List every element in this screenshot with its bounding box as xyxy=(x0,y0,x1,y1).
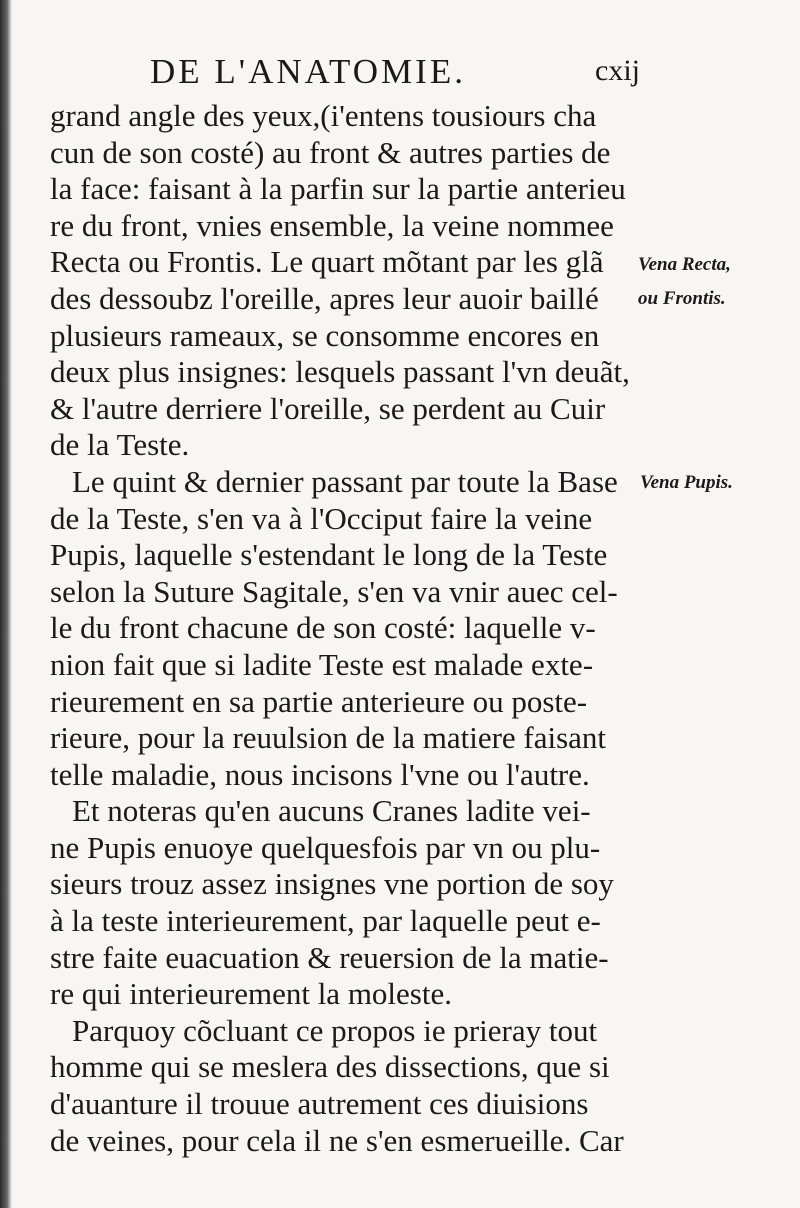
text-line: Pupis, laquelle s'estendant le long de la Teste xyxy=(50,537,608,573)
text-line: la face: faisant à la parfin sur la partie anterieu xyxy=(50,171,626,207)
text-line: selon la Suture Sagitale, s'en va vnir auec cel- xyxy=(50,573,618,609)
paragraph-start-line: Parquoy cõcluant ce propos ie prieray tout xyxy=(72,1012,598,1048)
body-text xyxy=(50,98,640,1159)
running-head xyxy=(150,52,640,92)
text-line: nion fait que si ladite Teste est malade exte- xyxy=(50,646,594,682)
text-line: telle maladie, nous incisons l'vne ou l'autre. xyxy=(50,756,590,792)
paragraph-start-line: Le quint & dernier passant par toute la Base xyxy=(72,463,618,499)
margin-note-vena-recta: Vena Recta, xyxy=(638,254,731,275)
text-line: ne Pupis enuoye quelquesfois par vn ou plu- xyxy=(50,829,601,865)
text-line: homme qui se meslera des dissections, que si xyxy=(50,1049,610,1085)
text-line: Recta ou Frontis. Le quart mõtant par les glã xyxy=(50,244,604,280)
text-line: rieure, pour la reuulsion de la matiere faisant xyxy=(50,720,607,756)
text-line: re du front, vnies ensemble, la veine nommee xyxy=(50,207,614,243)
running-title: DE L'ANATOMIE. xyxy=(150,52,466,91)
text-line: de la Teste, s'en va à l'Occiput faire la veine xyxy=(50,500,593,536)
text-line: cun de son costé) au front & autres parties de xyxy=(50,134,611,170)
text-line: rieurement en sa partie anterieure ou poste- xyxy=(50,683,588,719)
margin-note-vena-pupis: Vena Pupis. xyxy=(640,472,733,493)
margin-note-frontis: ou Frontis. xyxy=(638,288,726,309)
text-line: sieurs trouz assez insignes vne portion de soy xyxy=(50,866,614,902)
paragraph-start-line: Et noteras qu'en aucuns Cranes ladite vei- xyxy=(72,793,591,829)
text-line: des dessoubz l'oreille, apres leur auoir baillé xyxy=(50,280,599,316)
scan-edge xyxy=(0,0,12,1208)
folio-number: cxij xyxy=(595,54,640,87)
text-line: & l'autre derriere l'oreille, se perdent au Cuir xyxy=(50,390,606,426)
text-line: re qui interieurement la moleste. xyxy=(50,976,452,1012)
text-line: deux plus insignes: lesquels passant l'vn deuãt, xyxy=(50,354,630,390)
text-line: grand angle des yeux,(i'entens tousiours cha xyxy=(50,98,597,133)
text-line: stre faite euacuation & reuersion de la matie- xyxy=(50,939,609,975)
text-line: plusieurs rameaux, se consomme encores en xyxy=(50,317,600,353)
text-line: le du front chacune de son costé: laquelle v- xyxy=(50,610,596,646)
text-line: d'auanture il trouue autrement ces diuisions xyxy=(50,1086,589,1122)
text-line: de veines, pour cela il ne s'en esmerueille. Car xyxy=(50,1122,624,1158)
text-line: à la teste interieurement, par laquelle peut e- xyxy=(50,903,601,939)
text-line: de la Teste. xyxy=(50,427,190,463)
